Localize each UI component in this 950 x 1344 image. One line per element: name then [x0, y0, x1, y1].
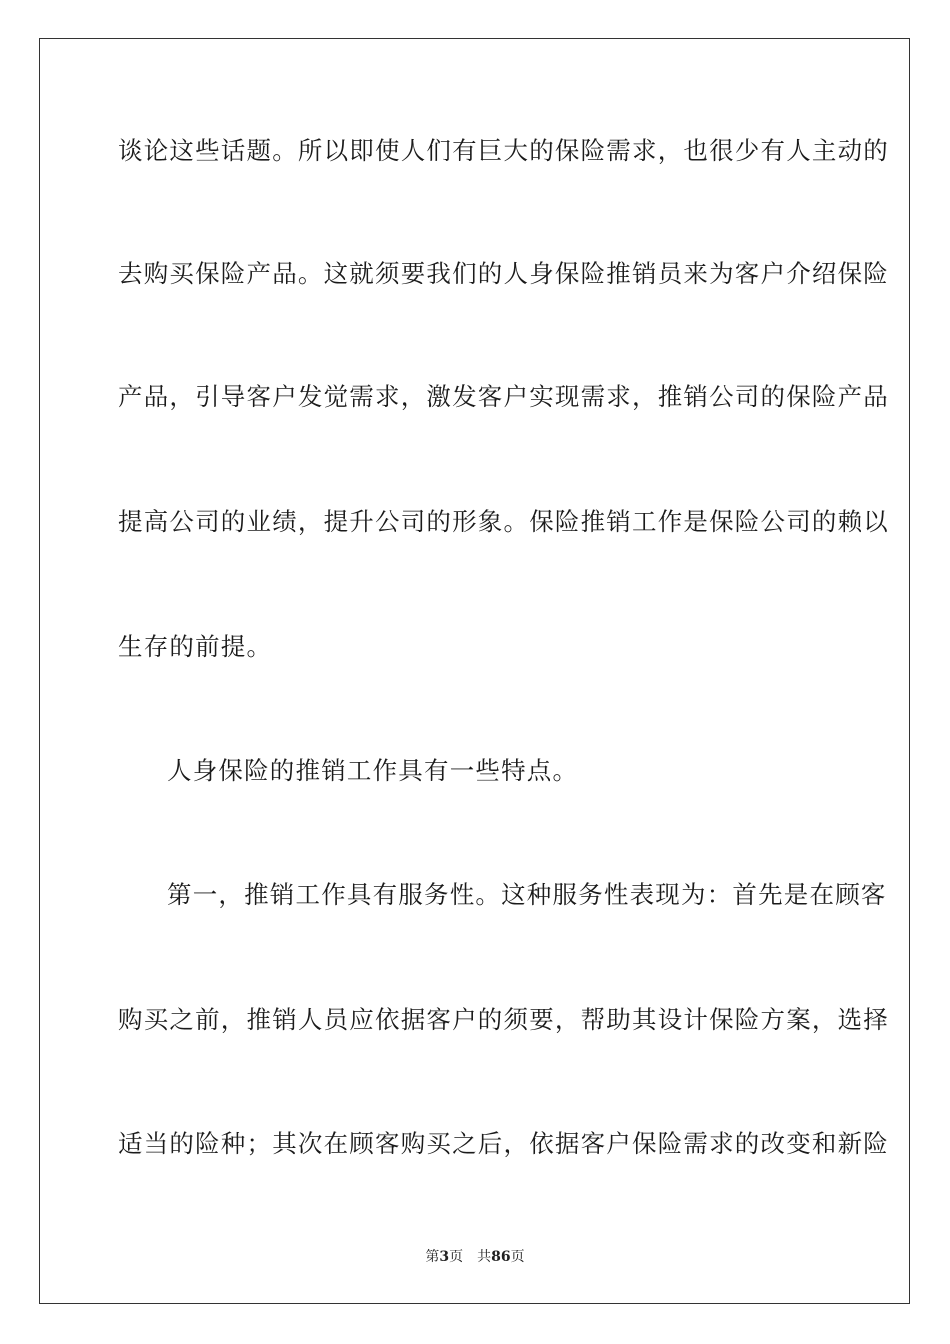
- total-pages: 86: [491, 1249, 511, 1265]
- paragraph-text-line: 第一，推销工作具有服务性。这种服务性表现为：首先是在顾客: [167, 880, 887, 909]
- page-border: [39, 38, 910, 1304]
- text-line: 适当的险种；其次在顾客购买之后，依据客户保险需求的改变和新险: [118, 1129, 889, 1158]
- text-line: 产品，引导客户发觉需求，激发客户实现需求，推销公司的保险产品: [118, 382, 889, 411]
- total-prefix: 共: [477, 1249, 492, 1265]
- page-number: 3: [439, 1249, 450, 1265]
- paragraph-text-line: 人身保险的推销工作具有一些特点。: [167, 756, 579, 785]
- text-line: 去购买保险产品。这就须要我们的人身保险推销员来为客户介绍保险: [118, 259, 889, 288]
- page-prefix: 第: [425, 1249, 440, 1265]
- text-line: 谈论这些话题。所以即使人们有巨大的保险需求，也很少有人主动的: [118, 136, 889, 165]
- page-suffix: 页: [449, 1249, 464, 1265]
- total-suffix: 页: [510, 1249, 525, 1265]
- text-line: 提高公司的业绩，提升公司的形象。保险推销工作是保险公司的赖以: [118, 507, 889, 536]
- text-line: 生存的前提。: [118, 632, 273, 661]
- text-line: 购买之前，推销人员应依据客户的须要，帮助其设计保险方案，选择: [118, 1005, 889, 1034]
- page-footer: [0, 1248, 950, 1266]
